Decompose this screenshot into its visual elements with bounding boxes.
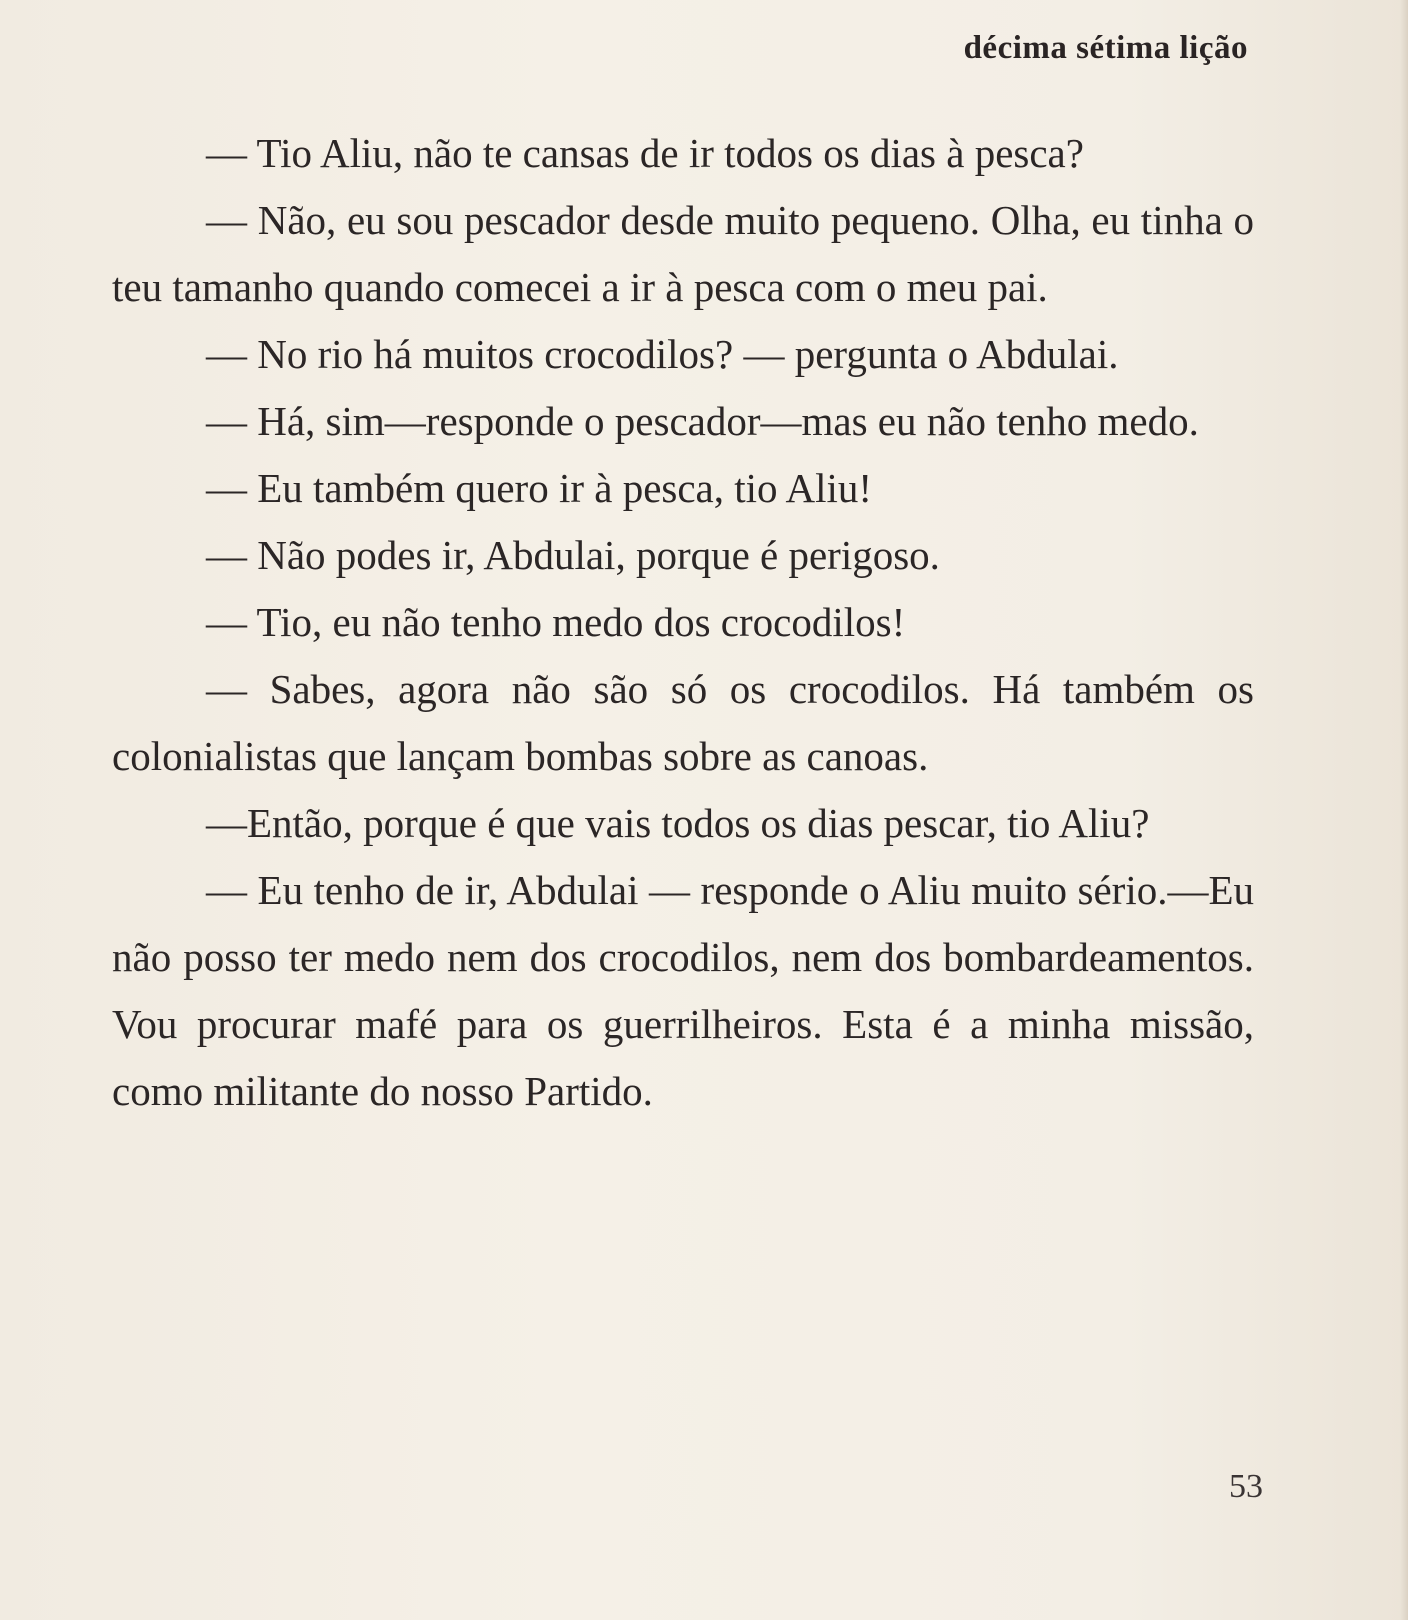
page-number: 53 [1229,1468,1263,1505]
paragraph: — Não podes ir, Abdulai, porque é perigoso. [206,532,940,578]
paragraph: — Eu tenho de ir, Abdulai — responde o Aliu muito sério.—Eu não posso ter medo nem dos crocodilos, nem dos bombardeamentos. Vou procurar mafé para os guerrilheiros. Esta é a minha missão, como militante do nosso Partido. [112,867,1254,1114]
paragraph: — Eu também quero ir à pesca, tio Aliu! [206,465,873,511]
paragraph: — Sabes, agora não são só os crocodilos. Há também os colonialistas que lançam bombas sobre as canoas. [112,666,1254,779]
paragraph: — Não, eu sou pescador desde muito pequeno. Olha, eu tinha o teu tamanho quando comecei a ir à pesca com o meu pai. [112,197,1254,310]
paragraph: — Tio Aliu, não te cansas de ir todos os dias à pesca? [206,130,1084,176]
paragraph: —Então, porque é que vais todos os dias pescar, tio Aliu? [206,800,1150,846]
dialogue-text [112,120,1254,1125]
paragraph: — Tio, eu não tenho medo dos crocodilos! [206,599,906,645]
paragraph: — No rio há muitos crocodilos? — pergunta o Abdulai. [206,331,1119,377]
chapter-title: décima sétima lição [963,30,1248,66]
paragraph: — Há, sim—responde o pescador—mas eu não tenho medo. [206,398,1199,444]
